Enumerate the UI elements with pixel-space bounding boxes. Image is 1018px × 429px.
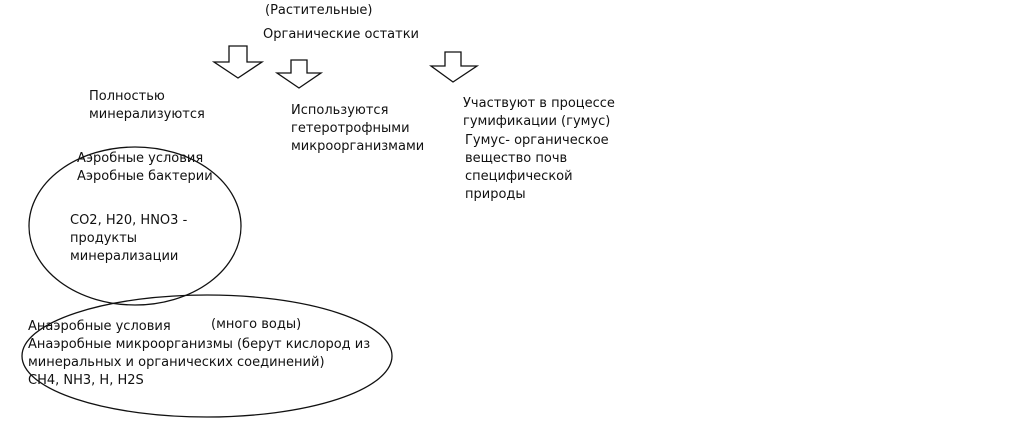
humus-definition-line-4: природы [465, 187, 526, 202]
mineralized-line-2: минерализуются [89, 107, 205, 122]
aerobic-conditions: Аэробные условия [77, 151, 204, 166]
aerobic-header [77, 150, 213, 186]
heterotrophic-line-1: Используются [291, 103, 389, 118]
humus-definition-line-3: специфической [465, 169, 573, 184]
arrow-down-left [214, 46, 262, 78]
anaerobic-conditions: Анаэробные условия [28, 319, 171, 334]
heterotrophic-line-3: микроорганизмами [291, 139, 425, 154]
aerobic-products-line-1: CO2, H20, HNO3 - [70, 213, 188, 228]
anaerobic-line-3: CH4, NH3, H, H2S [28, 373, 144, 388]
aerobic-bacteria: Аэробные бактерии [77, 169, 213, 184]
humification-text [463, 95, 615, 131]
heterotrophic-text [291, 102, 424, 156]
humification-line-2: гумификации (гумус) [463, 114, 611, 129]
anaerobic-line-2: минеральных и органических соединений) [28, 355, 325, 370]
humus-definition [465, 132, 609, 204]
anaerobic-line-1: Анаэробные микроорганизмы (берут кислород из [28, 337, 371, 352]
arrow-down-right [431, 52, 477, 82]
anaerobic-water-note: (много воды) [211, 317, 302, 332]
anaerobic-text [28, 318, 370, 390]
aerobic-products-line-3: минерализации [70, 249, 179, 264]
aerobic-products-line-2: продукты [70, 231, 138, 246]
humus-definition-line-1: Гумус- органическое [465, 133, 609, 148]
plant-label: (Растительные) [265, 3, 373, 18]
diagram-title: Органические остатки [263, 27, 419, 42]
heterotrophic-line-2: гетеротрофными [291, 121, 410, 136]
mineralized-line-1: Полностью [89, 89, 165, 104]
humus-definition-line-2: вещество почв [465, 151, 568, 166]
arrow-down-middle [277, 60, 321, 88]
aerobic-products [70, 212, 187, 266]
mineralized-text [89, 88, 205, 124]
humification-line-1: Участвуют в процессе [463, 96, 615, 111]
